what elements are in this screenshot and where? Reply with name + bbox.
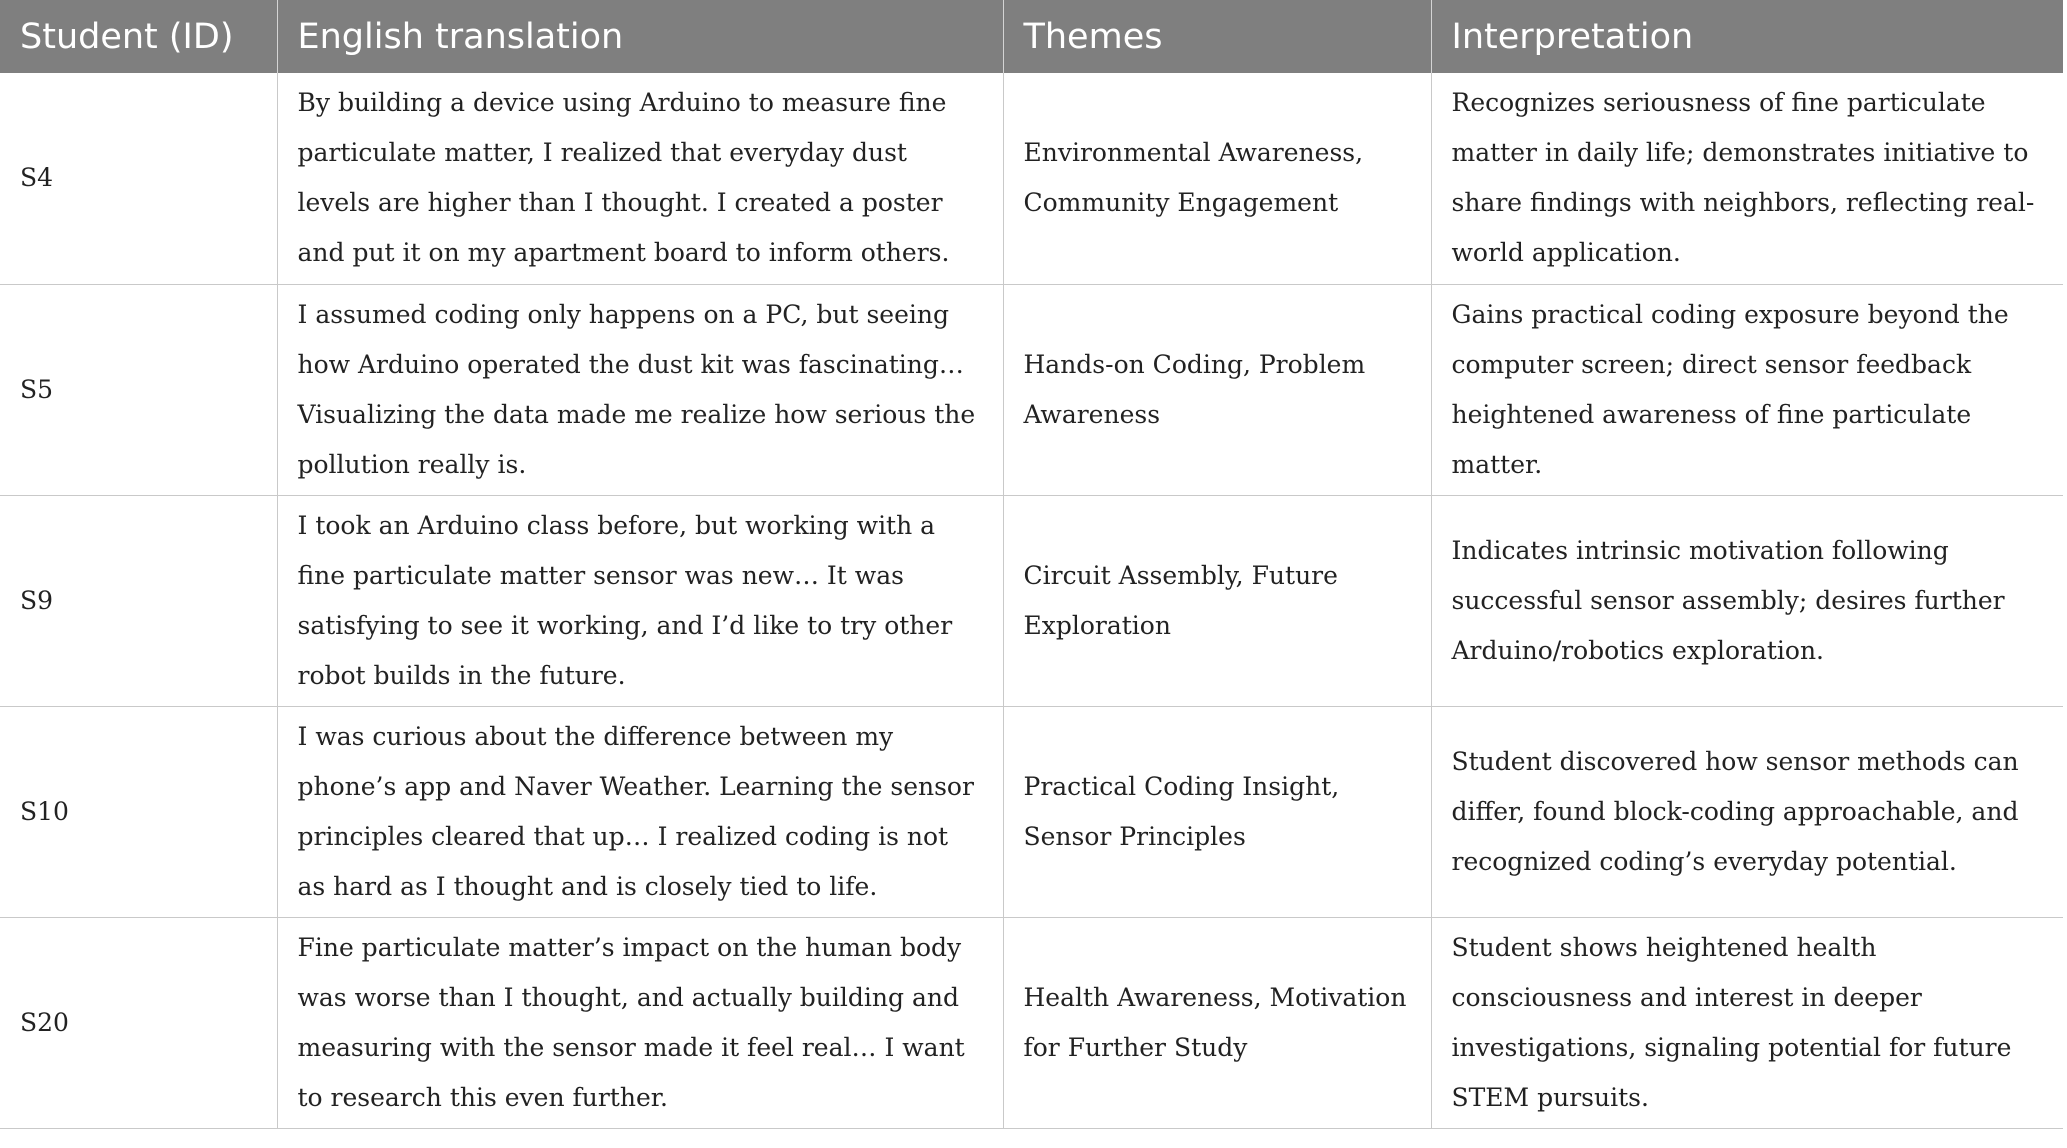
cell-student-id: S10 bbox=[0, 706, 277, 917]
cell-themes: Circuit Assembly, Future Exploration bbox=[1003, 495, 1431, 706]
cell-translation: I assumed coding only happens on a PC, but seeing how Arduino operated the dust kit was fascinating… Visualizing the data made me realize how serious the pollution really is. bbox=[277, 284, 1003, 495]
cell-student-id: S20 bbox=[0, 917, 277, 1128]
cell-interpretation: Recognizes seriousness of fine particulate matter in daily life; demonstrates initiative to share findings with neighbors, reflecting real-world application. bbox=[1431, 73, 2063, 284]
cell-translation: I took an Arduino class before, but working with a fine particulate matter sensor was new… It was satisfying to see it working, and I’d like to try other robot builds in the future. bbox=[277, 495, 1003, 706]
cell-interpretation: Student shows heightened health consciousness and interest in deeper investigations, signaling potential for future STEM pursuits. bbox=[1431, 917, 2063, 1128]
header-student-id: Student (ID) bbox=[0, 0, 277, 73]
cell-interpretation: Student discovered how sensor methods can differ, found block-coding approachable, and recognized coding’s everyday potential. bbox=[1431, 706, 2063, 917]
table-row bbox=[0, 706, 2063, 917]
cell-translation: I was curious about the difference between my phone’s app and Naver Weather. Learning the sensor principles cleared that up… I realized coding is not as hard as I thought and is closely tied to life. bbox=[277, 706, 1003, 917]
table-row bbox=[0, 73, 2063, 284]
cell-translation: By building a device using Arduino to measure fine particulate matter, I realized that everyday dust levels are higher than I thought. I created a poster and put it on my apartment board to inform others. bbox=[277, 73, 1003, 284]
header-interpretation: Interpretation bbox=[1431, 0, 2063, 73]
header-row bbox=[0, 0, 2063, 73]
cell-interpretation: Indicates intrinsic motivation following successful sensor assembly; desires further Arduino/robotics exploration. bbox=[1431, 495, 2063, 706]
table-row bbox=[0, 917, 2063, 1128]
table-header bbox=[0, 0, 2063, 73]
cell-themes: Practical Coding Insight, Sensor Principles bbox=[1003, 706, 1431, 917]
cell-interpretation: Gains practical coding exposure beyond the computer screen; direct sensor feedback heightened awareness of fine particulate matter. bbox=[1431, 284, 2063, 495]
header-themes: Themes bbox=[1003, 0, 1431, 73]
table-body bbox=[0, 73, 2063, 1128]
header-english-translation: English translation bbox=[277, 0, 1003, 73]
cell-student-id: S5 bbox=[0, 284, 277, 495]
cell-themes: Environmental Awareness, Community Engagement bbox=[1003, 73, 1431, 284]
cell-themes: Health Awareness, Motivation for Further Study bbox=[1003, 917, 1431, 1128]
cell-translation: Fine particulate matter’s impact on the human body was worse than I thought, and actually building and measuring with the sensor made it feel real… I want to research this even further. bbox=[277, 917, 1003, 1128]
table-row bbox=[0, 284, 2063, 495]
cell-student-id: S9 bbox=[0, 495, 277, 706]
cell-themes: Hands-on Coding, Problem Awareness bbox=[1003, 284, 1431, 495]
table-row bbox=[0, 495, 2063, 706]
cell-student-id: S4 bbox=[0, 73, 277, 284]
